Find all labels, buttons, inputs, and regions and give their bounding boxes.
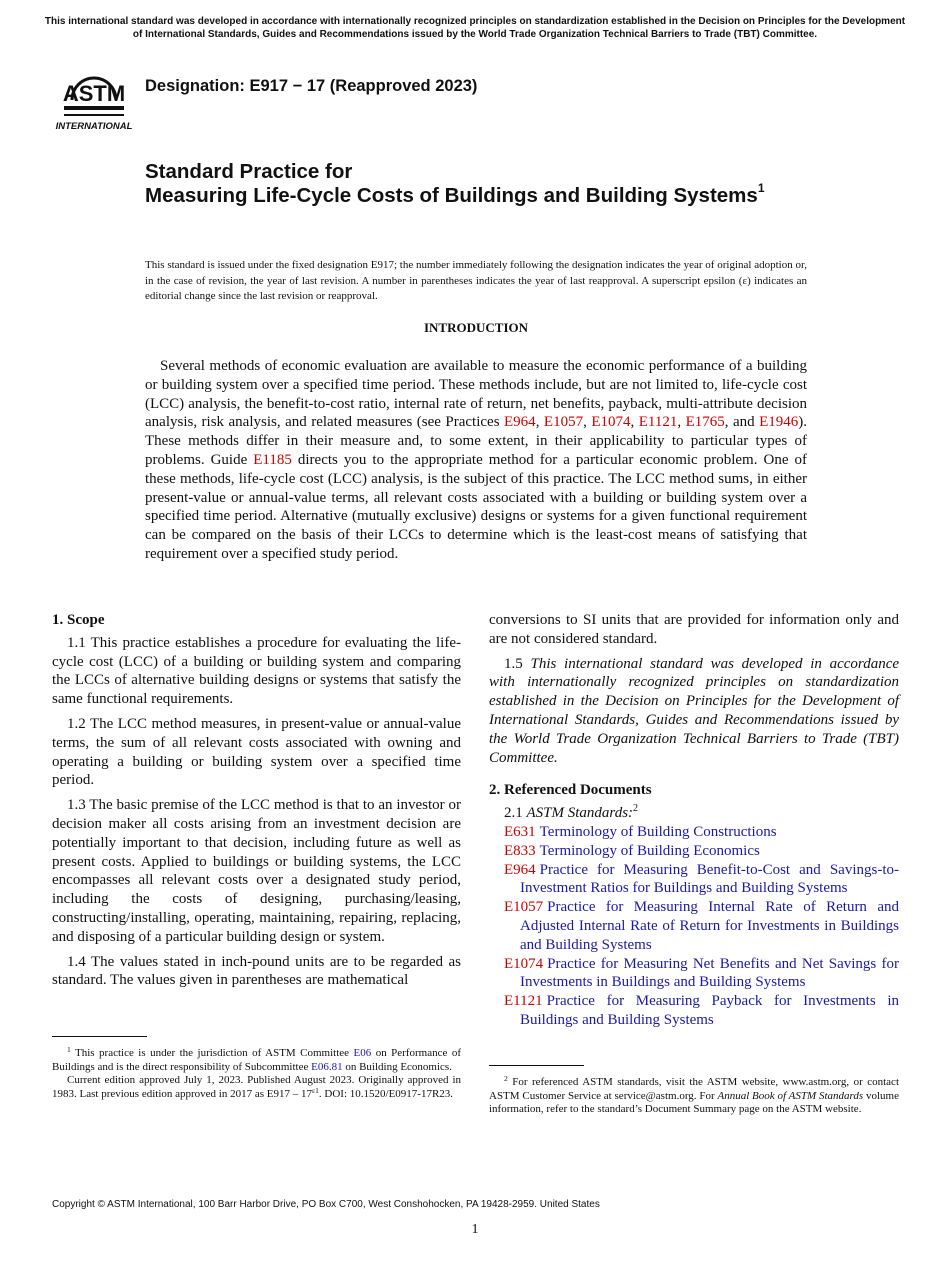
subcommittee-link-e06-81[interactable]: E06.81 [311, 1060, 343, 1073]
referenced-documents-heading: 2. Referenced Documents [489, 782, 652, 799]
ref-link-e964[interactable]: E964 [504, 414, 536, 431]
logo-wordmark: ASTM [62, 81, 126, 106]
ref-item-e1121[interactable]: E1121 Practice for Measuring Payback for Investments in Buildings and Building Systems [504, 993, 899, 1028]
edition-note: Current edition approved July 1, 2023. Published August 2023. Originally approved in 1983. Last previous edition approved in 2017 as $E917 - 17^{\varepsilon 1}$. DOI: 10.1520/E0917-17R23. [52, 1074, 461, 1100]
title-footnote-mark: 1 [757, 181, 765, 195]
copyright-line: Copyright © ASTM International, 100 Barr Harbor Drive, PO Box C700, West Conshohocken, PA 19428-2959. United States [52, 1199, 600, 1210]
scope-para-1-4-cont: conversions to SI units that are provided for information only and are not considered standard. [489, 612, 899, 647]
footnote-2: $^2$ For referenced ASTM standards, visit the ASTM website, www.astm.org, or contact ASTM Customer Service at service@astm.org. For Annual Book of ASTM Standards volume information, refer to the standard’s Document Summary page on the ASTM website. [489, 1065, 899, 1117]
scope-para-1-1: 1.1 This practice establishes a procedure for evaluating the life-cycle cost (LCC) of a building or building system and comparing the LCCs of alternative building designs or systems that satisfy the same functional requirements. [52, 634, 461, 708]
introduction-text: Several methods of economic evaluation are available to measure the economic performance of a building or building system over a specified time period. These methods include, but are not limited to, life-cycle cost (LCC) analysis, the benefit-to-cost ratio, internal rate of return, net benefits, payback, multi-attribute decision analysis, risk analysis, and related measures (see Practices E964, E1057, E1074, E1121, E1765, and E1946). These methods differ in their measure and, to some extent, in their applicability to particular types of problems. Guide E1185 directs you to the appropriate method for a particular economic problem. One of these methods, life-cycle cost (LCC) analysis, is the subject of this practice. The LCC method sums, in either present-value or annual-value terms, all relevant costs associated with a building or building system over a specified time period. Alternative (mutually exclusive) designs or systems for a given functional requirement can be compared on the basis of their LCCs to determine which is the least-cost means of satisfying that requirement over a specified study period. [145, 358, 808, 562]
astm-standards-subheading: 2.1 ASTM Standards:$^2$ [504, 803, 639, 822]
ref-item-e1057[interactable]: E1057 Practice for Measuring Internal Rate of Return and Adjusted Internal Rate of Return for Investments in Buildings and Building Systems [504, 899, 899, 953]
page-number: 1 [471, 1222, 479, 1237]
wto-notice: This international standard was developed in accordance with internationally recognized principles on standardization established in the Decision on Principles for the Development of International Standards, Guides and Recommendations issued by the World Trade Organization Technical Barriers to Trade (TBT) Committee. [44, 16, 906, 40]
ref-link-e1185[interactable]: E1185 [253, 451, 292, 468]
issue-note: This standard is issued under the fixed designation E917; the number immediately following the designation indicates the year of original adoption or, in the case of revision, the year of last revision. A number in parentheses indicates the year of last reapproval. A superscript epsilon (ε) indicates an editorial change since the last revision or reapproval. [145, 259, 807, 302]
committee-link-e06[interactable]: E06 [353, 1047, 372, 1059]
referenced-standards-list [489, 823, 899, 1030]
introduction-heading: INTRODUCTION [423, 320, 528, 335]
ref-link-e1057[interactable]: E1057 [543, 414, 584, 431]
scope-para-1-2: 1.2 The LCC method measures, in present-value or annual-value terms, the sum of all relevant costs associated with owning and operating a building or building system over a specified time period. [52, 715, 461, 789]
title-line-1: Standard Practice for [145, 160, 353, 183]
ref-item-e964[interactable]: E964 Practice for Measuring Benefit-to-Cost and Savings-to-Investment Ratios for Buildings and Building Systems [504, 861, 899, 897]
astm-logo [52, 56, 136, 132]
ref-item-e1074[interactable]: E1074 Practice for Measuring Net Benefits and Net Savings for Investments in Buildings and Building Systems [504, 955, 899, 991]
designation: Designation: E917 − 17 (Reapproved 2023) [145, 77, 478, 95]
scope-para-1-5: 1.5 This international standard was developed in accordance with internationally recognized principles on standardization established in the Decision on Principles for the Development of International Standards, Guides and Recommendations issued by the World Trade Organization Technical Barriers to Trade (TBT) Committee. [489, 655, 900, 766]
ref-item-e631[interactable]: E631 Terminology of Building Constructions [504, 823, 777, 840]
ref-link-e1946[interactable]: E1946 [759, 414, 799, 431]
logo-subtext: INTERNATIONAL [55, 121, 133, 132]
footnote-1: $^1$ This practice is under the jurisdiction of ASTM Committee E06 on Performance of Buildings and is the direct responsibility of Subcommittee E06.81 on Building Economics. Current edition approved July 1, 2023. Published August 2023. Originally approved in 1983. Last previous edition approved in 2017 as $E917 - 17^{\varepsilon 1}$. DOI: 10.1520/E0917-17R23. [52, 1036, 461, 1101]
right-column [489, 611, 899, 1030]
ref-link-e1765[interactable]: E1765 [685, 414, 725, 431]
footnote-rule-left [52, 1036, 147, 1037]
ref-link-e1074[interactable]: E1074 [591, 414, 631, 431]
title-line-2: Measuring Life-Cycle Costs of Buildings and Building Systems$^1$ [145, 181, 765, 207]
left-column [52, 611, 461, 996]
scope-heading: 1. Scope [52, 612, 105, 628]
footnote-rule-right [489, 1065, 584, 1066]
ref-item-e833[interactable]: E833 Terminology of Building Economics [504, 842, 760, 859]
scope-para-1-3: 1.3 The basic premise of the LCC method is that to an investor or decision maker all costs arising from an investment decision are potentially important to that decision, including future as well as present costs. Applied to buildings or building systems, the LCC encompasses all relevant costs over a designated study period, including the costs of designing, purchasing/leasing, constructing/installing, operating, maintaining, repairing, replacing, and disposing of a particular building design or system. [52, 797, 461, 945]
ref-link-e1121[interactable]: E1121 [638, 414, 678, 431]
document-title [145, 160, 785, 208]
scope-para-1-4: 1.4 The values stated in inch-pound units are to be regarded as standard. The values given in parentheses are mathematical [52, 953, 461, 989]
